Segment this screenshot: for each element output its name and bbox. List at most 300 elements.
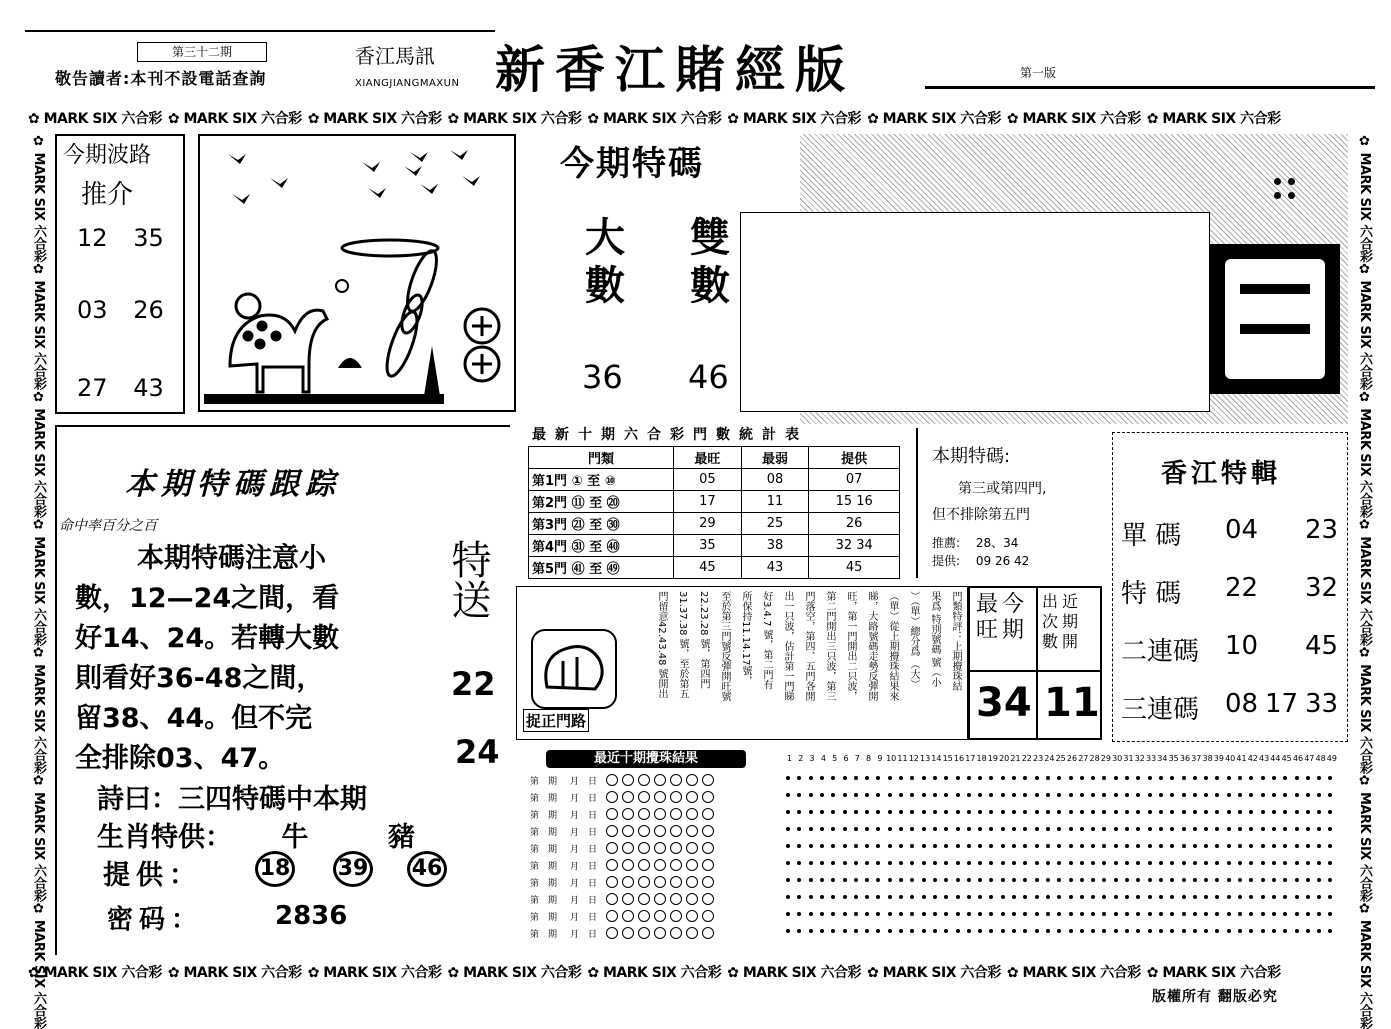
band-logo: ✿ MARK SIX 六合彩 [1006, 965, 1141, 981]
results-row: 第 期 月 日 [530, 891, 714, 907]
result-dot [1069, 929, 1073, 933]
result-dot [1102, 895, 1106, 899]
results-number: 12 [908, 754, 919, 763]
results-row: 第 期 月 日 [530, 789, 714, 805]
result-dot [1001, 844, 1005, 848]
band-logo: ✿ MARK SIX 六合彩 [31, 517, 46, 646]
results-number: 17 [965, 754, 976, 763]
result-dot [1238, 827, 1242, 831]
result-dot [1193, 827, 1197, 831]
result-dot [1238, 776, 1242, 780]
result-dot [1057, 929, 1061, 933]
result-dot [797, 810, 801, 814]
band-logo: ✿ MARK SIX 六合彩 [31, 261, 46, 390]
door-analysis-caption: 捉正門路 [523, 709, 589, 732]
results-number: 37 [1191, 754, 1202, 763]
result-dot [1102, 844, 1106, 848]
result-ball [686, 910, 698, 922]
results-row: 第 期 月 日 [530, 823, 714, 839]
result-ball [622, 910, 634, 922]
result-dot [1102, 810, 1106, 814]
result-dot [1023, 929, 1027, 933]
result-dot [876, 810, 880, 814]
result-dot [1261, 793, 1265, 797]
result-dot [1001, 929, 1005, 933]
wave-row [77, 374, 164, 402]
provide-line-values: 09 26 42 [975, 554, 1030, 568]
band-logo: ✿ MARK SIX 六合彩 [31, 134, 46, 262]
result-dot [1170, 861, 1174, 865]
door-label: 第4門 ㉛ 至 ㊵ [529, 535, 674, 557]
result-ball [638, 893, 650, 905]
result-dot [797, 844, 801, 848]
result-dot [1261, 827, 1265, 831]
result-dot [899, 810, 903, 814]
result-dot [831, 827, 835, 831]
result-dot [978, 929, 982, 933]
result-dot [797, 861, 801, 865]
door-label: 第3門 ㉑ 至 ㉚ [529, 513, 674, 535]
result-dot [1193, 844, 1197, 848]
result-dot [956, 895, 960, 899]
result-dot [1102, 861, 1106, 865]
results-number: 45 [1281, 754, 1292, 763]
result-dot [944, 776, 948, 780]
result-dot [786, 793, 790, 797]
result-dot [1215, 912, 1219, 916]
result-dot [944, 844, 948, 848]
result-ball [622, 842, 634, 854]
result-dot [1057, 810, 1061, 814]
wave-subtitle: 推介 [81, 180, 134, 210]
result-dot [786, 895, 790, 899]
doors-panel [522, 424, 912, 577]
result-dot [1148, 912, 1152, 916]
result-dot [978, 776, 982, 780]
result-dot [1238, 810, 1242, 814]
result-dot [1227, 878, 1231, 882]
result-dot [820, 895, 824, 899]
result-ball [622, 791, 634, 803]
results-number: 19 [987, 754, 998, 763]
result-dot [876, 912, 880, 916]
result-dot [944, 810, 948, 814]
code-value: 2836 [275, 901, 348, 931]
table-row [529, 491, 900, 513]
result-dot [1046, 844, 1050, 848]
result-dot [865, 861, 869, 865]
door-label: 第2門 ⑪ 至 ⑳ [529, 491, 674, 513]
results-number: 20 [999, 754, 1010, 763]
wave-number: 43 [133, 374, 164, 402]
result-dot [1170, 793, 1174, 797]
result-dot [1261, 810, 1265, 814]
band-logo: ✿ MARK SIX 六合彩 [727, 111, 862, 127]
result-ball [670, 842, 682, 854]
doors-header: 最旺 [674, 447, 742, 469]
band-logo: ✿ MARK SIX 六合彩 [307, 111, 442, 127]
issue-number: 第三十二期 [137, 42, 267, 62]
result-dot [888, 776, 892, 780]
result-dot [922, 878, 926, 882]
result-dot [1012, 895, 1016, 899]
result-dot [1035, 810, 1039, 814]
result-dot [1069, 878, 1073, 882]
result-dot [1114, 827, 1118, 831]
special-left-label [585, 214, 635, 310]
provide-number: 39 [333, 851, 373, 887]
result-ball [606, 910, 618, 922]
tracking-panel [55, 425, 510, 955]
band-logo: ✿ MARK SIX 六合彩 [1357, 389, 1372, 518]
results-number: 43 [1259, 754, 1270, 763]
result-dot [989, 844, 993, 848]
result-dot [820, 810, 824, 814]
result-ball [702, 842, 714, 854]
result-ball [622, 876, 634, 888]
result-dot [1091, 895, 1095, 899]
result-dot [1035, 844, 1039, 848]
result-ball [606, 893, 618, 905]
result-ball [622, 893, 634, 905]
result-ball [670, 791, 682, 803]
result-dot [797, 878, 801, 882]
result-dot [1295, 844, 1299, 848]
result-dot [809, 878, 813, 882]
result-dot [865, 793, 869, 797]
results-number: 31 [1123, 754, 1134, 763]
result-dot [1227, 827, 1231, 831]
result-dot [989, 793, 993, 797]
result-dot [1035, 793, 1039, 797]
band-logo: ✿ MARK SIX 六合彩 [1357, 645, 1372, 774]
results-number: 9 [877, 754, 883, 763]
zodiac-value: 豬 [387, 822, 415, 853]
result-dot [1091, 810, 1095, 814]
result-dot [786, 912, 790, 916]
result-dot [1272, 929, 1276, 933]
result-dot [1046, 861, 1050, 865]
result-dot [831, 810, 835, 814]
door-weak: 38 [741, 535, 809, 557]
special-right-value: 46 [688, 358, 729, 396]
result-dot [1170, 895, 1174, 899]
result-dot [1295, 861, 1299, 865]
result-dot [1080, 929, 1084, 933]
results-number: 29 [1100, 754, 1111, 763]
special-left-value: 36 [582, 358, 623, 396]
results-number: 22 [1021, 754, 1032, 763]
result-dot [1114, 861, 1118, 865]
results-number: 36 [1179, 754, 1191, 763]
result-dot [1148, 895, 1152, 899]
result-dot [820, 861, 824, 865]
result-dot [1215, 878, 1219, 882]
result-dot [1193, 776, 1197, 780]
results-number: 16 [953, 754, 965, 763]
result-dot [1249, 878, 1253, 882]
tracking-handwritten: 命中率百分之百 [59, 518, 157, 534]
result-dot [1057, 776, 1061, 780]
result-dot [1001, 895, 1005, 899]
recommend-values: 28、34 [975, 536, 1019, 550]
result-dot [1227, 912, 1231, 916]
result-dot [843, 776, 847, 780]
result-dot [1114, 895, 1118, 899]
result-dot [1182, 844, 1186, 848]
result-dot [865, 827, 869, 831]
result-dot [1012, 827, 1016, 831]
result-dot [843, 929, 847, 933]
result-dot [1102, 929, 1106, 933]
special-right-char: 數 [690, 262, 730, 309]
result-dot [1306, 878, 1310, 882]
result-dot [1102, 776, 1106, 780]
result-dot [1272, 776, 1276, 780]
result-dot [1159, 878, 1163, 882]
result-dot [865, 878, 869, 882]
band-logo: ✿ MARK SIX 六合彩 [587, 965, 722, 981]
result-dot [820, 844, 824, 848]
result-dot [786, 827, 790, 831]
result-ball [686, 791, 698, 803]
result-ball [606, 774, 618, 786]
xiangjiang-title: 香江特輯 [1161, 459, 1282, 489]
result-dot [1261, 878, 1265, 882]
analysis-column: 睇，大路號碼走勢反彈開 [866, 591, 877, 701]
doors-header: 最弱 [741, 447, 809, 469]
results-number: 3 [809, 754, 815, 763]
results-number: 41 [1236, 754, 1247, 763]
result-dot [843, 810, 847, 814]
result-ball [670, 876, 682, 888]
result-dot [1012, 929, 1016, 933]
result-dot [1193, 929, 1197, 933]
result-dot [1193, 878, 1197, 882]
result-dot [1227, 810, 1231, 814]
result-dot [820, 929, 824, 933]
result-dot [831, 895, 835, 899]
current-special-line: 但不排除第五門 [932, 507, 1030, 523]
result-dot [1023, 810, 1027, 814]
xiangjiang-row [1121, 631, 1341, 668]
result-dot [1272, 878, 1276, 882]
seven-figure-icon [342, 240, 442, 379]
result-dot [1238, 929, 1242, 933]
result-dot [843, 912, 847, 916]
result-dot [1148, 810, 1152, 814]
right-band [1352, 134, 1374, 1029]
result-dot [944, 895, 948, 899]
result-dot [854, 929, 858, 933]
door-provide: 45 [809, 557, 900, 579]
band-logo: ✿ MARK SIX 六合彩 [1146, 111, 1281, 127]
result-dot [922, 895, 926, 899]
result-ball [606, 842, 618, 854]
current-special-line: 第三或第四門, [958, 481, 1047, 497]
xiangjiang-label: 單 碼 [1121, 521, 1182, 551]
results-number: 6 [843, 754, 849, 763]
result-dot [1261, 912, 1265, 916]
hot-label: 最 今 旺 期 [976, 592, 1025, 643]
results-row: 第 期 月 日 [530, 806, 714, 822]
results-number-header [784, 754, 1344, 768]
xiangjiang-value: 23 [1305, 515, 1339, 545]
result-dot [1272, 810, 1276, 814]
result-ball [654, 774, 666, 786]
result-dot [1328, 878, 1332, 882]
result-ball [670, 893, 682, 905]
result-dot [1249, 895, 1253, 899]
results-number: 10 [886, 754, 897, 763]
result-dot [1283, 844, 1287, 848]
analysis-column: 第二門開出三只波，第三 [824, 591, 835, 701]
result-dot [865, 810, 869, 814]
result-ball [670, 859, 682, 871]
wave-row [77, 224, 164, 252]
result-dot [1012, 776, 1016, 780]
door-weak: 25 [741, 513, 809, 535]
analysis-column: （單）從上期攪珠結果來 [887, 591, 898, 701]
band-logo: ✿ MARK SIX 六合彩 [1357, 517, 1372, 646]
tracking-line: 全排除03、47。 [75, 743, 286, 774]
door-label: 第1門 ① 至 ⑩ [529, 469, 674, 491]
result-dot [1148, 844, 1152, 848]
result-dot [1215, 810, 1219, 814]
result-dot [1306, 793, 1310, 797]
result-dot [809, 844, 813, 848]
current-special-panel [916, 428, 1106, 578]
result-dot [967, 827, 971, 831]
result-dot [1272, 895, 1276, 899]
result-ball [638, 910, 650, 922]
result-dot [1080, 776, 1084, 780]
result-dot [1023, 878, 1027, 882]
results-number: 30 [1112, 754, 1123, 763]
recent-value: 11 [1044, 680, 1100, 726]
result-dot [888, 810, 892, 814]
result-dot [1159, 810, 1163, 814]
band-logo: ✿ MARK SIX 六合彩 [307, 965, 442, 981]
result-dot [1328, 929, 1332, 933]
result-dot [1306, 895, 1310, 899]
analysis-column: 所保持11.14.17號， [740, 591, 751, 686]
table-row [529, 535, 900, 557]
result-dot [1193, 793, 1197, 797]
result-dot [1046, 810, 1050, 814]
result-dot [820, 912, 824, 916]
door-hot: 17 [674, 491, 742, 513]
result-dot [1295, 827, 1299, 831]
results-number: 38 [1202, 754, 1213, 763]
result-dot [865, 929, 869, 933]
results-number: 7 [854, 754, 860, 763]
result-dot [1091, 827, 1095, 831]
xiangjiang-value: 04 [1225, 515, 1259, 545]
result-dot [1001, 810, 1005, 814]
result-dot [1012, 844, 1016, 848]
result-dot [786, 776, 790, 780]
result-dot [1193, 895, 1197, 899]
result-dot [1080, 912, 1084, 916]
result-dot [1182, 793, 1186, 797]
result-dot [989, 895, 993, 899]
result-dot [854, 776, 858, 780]
band-logo: ✿ MARK SIX 六合彩 [447, 965, 582, 981]
result-dot [1261, 844, 1265, 848]
result-dot [1136, 912, 1140, 916]
result-dot [1114, 912, 1118, 916]
result-dot [1306, 861, 1310, 865]
result-dot [989, 776, 993, 780]
band-logo: ✿ MARK SIX 六合彩 [1357, 134, 1372, 262]
doors-title: 最新十期六合彩門數統計表 [532, 427, 808, 443]
result-dot [978, 810, 982, 814]
analysis-column: 22.23.28 號，第四門 [698, 591, 709, 689]
result-dot [1136, 895, 1140, 899]
tracking-side-value: 22 [451, 665, 496, 703]
result-dot [1159, 776, 1163, 780]
result-dot [854, 895, 858, 899]
band-logo: ✿ MARK SIX 六合彩 [28, 111, 162, 127]
result-dot [967, 895, 971, 899]
result-dot [820, 793, 824, 797]
result-dot [1136, 810, 1140, 814]
result-dot [1215, 776, 1219, 780]
result-dot [933, 776, 937, 780]
xiangjiang-value: 22 [1225, 573, 1259, 603]
result-dot [1125, 895, 1129, 899]
xiangjiang-row [1121, 573, 1341, 610]
result-dot [1215, 844, 1219, 848]
result-dot [786, 929, 790, 933]
result-dot [1114, 929, 1118, 933]
xiangjiang-label: 二連碼 [1121, 637, 1200, 667]
result-dot [1193, 861, 1197, 865]
result-ball [686, 859, 698, 871]
result-dot [956, 929, 960, 933]
result-dot [797, 912, 801, 916]
table-row [529, 513, 900, 535]
result-dot [899, 793, 903, 797]
birds-icon [228, 150, 480, 204]
results-number: 24 [1044, 754, 1055, 763]
result-ball [654, 859, 666, 871]
result-dot [1261, 776, 1265, 780]
result-dot [1012, 810, 1016, 814]
result-dot [910, 878, 914, 882]
result-dot [1295, 793, 1299, 797]
recent-label: 出 近 次 期 數 開 [1042, 592, 1079, 651]
result-dot [989, 929, 993, 933]
recommend-row [932, 534, 1018, 551]
result-dot [1091, 912, 1095, 916]
analysis-column: 旺，第一門開出二只波， [845, 591, 856, 701]
result-dot [1080, 844, 1084, 848]
special-right-label [690, 214, 740, 310]
result-dot [944, 878, 948, 882]
result-dot [1261, 929, 1265, 933]
analysis-column: 31.37.38 號，至於第五 [677, 591, 688, 699]
result-ball [686, 825, 698, 837]
result-ball [638, 774, 650, 786]
result-dot [831, 776, 835, 780]
result-dot [1159, 861, 1163, 865]
result-dot [899, 929, 903, 933]
result-dot [1080, 827, 1084, 831]
result-dot [1182, 861, 1186, 865]
wave-number: 27 [77, 374, 108, 402]
